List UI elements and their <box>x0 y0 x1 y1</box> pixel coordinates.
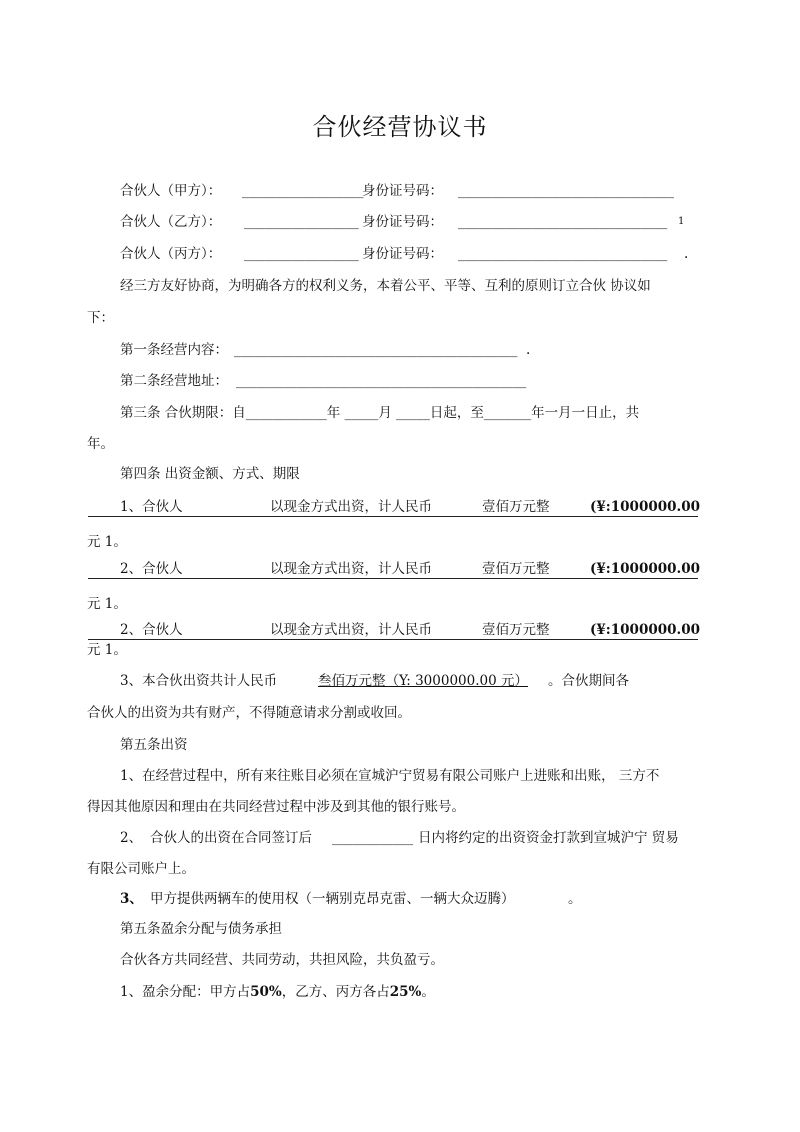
article3-line-1: 第三条 合伙期限：自____________年 _____月 _____日起，至_______年一月一日止，共 <box>120 405 640 421</box>
party-c-name-blank: _________________ <box>244 246 359 262</box>
article5-item2-text: 合伙人的出资在合同签订后 <box>150 830 312 846</box>
article1-end: . <box>526 342 531 358</box>
article1-label: 第一条经营内容： <box>120 342 228 358</box>
party-a-id-blank: ________________________________ <box>458 183 674 199</box>
contribution-1-method: 以现金方式出资，计人民币 <box>270 499 432 515</box>
profit-prefix: 1、盈余分配：甲方占 <box>120 984 251 1000</box>
article2-blank: ___________________________________________ <box>236 373 527 389</box>
contribution-2-num: 2、合伙人 <box>120 561 183 577</box>
contribution-3-amount: 壹佰万元整 <box>482 622 550 638</box>
intro-line-2: 下： <box>87 310 114 326</box>
article5-item2-line-2: 有限公司账户上。 <box>87 861 195 877</box>
document-title: 合伙经营协议书 <box>312 113 488 141</box>
profit-end: 。 <box>421 984 435 1000</box>
article2-label: 第二条经营地址： <box>120 373 228 389</box>
article4-heading: 第四条 出资金额、方式、期限 <box>120 466 300 482</box>
party-a-name-blank: __________________ <box>242 183 364 199</box>
contribution-1-figure: (¥:1000000.00 <box>590 499 701 515</box>
profit-pct-a: 50% <box>250 984 282 1000</box>
contribution-2-method: 以现金方式出资，计人民币 <box>270 561 432 577</box>
total-suffix: 。合伙期间各 <box>548 673 629 689</box>
contribution-1-underline <box>88 516 698 517</box>
contribution-3-method: 以现金方式出资，计人民币 <box>270 622 432 638</box>
contribution-1-tail: 元 1。 <box>87 534 127 550</box>
party-a-id-label: 身份证号码： <box>362 183 443 199</box>
contribution-3-figure: (¥:1000000.00 <box>590 622 701 638</box>
party-b-name-blank: _________________ <box>244 214 359 230</box>
party-b-label: 合伙人（乙方）： <box>120 214 222 230</box>
profit-heading: 第五条盈余分配与债务承担 <box>120 921 282 937</box>
contribution-1-amount: 壹佰万元整 <box>482 499 550 515</box>
article5-item2-text-b: 日内将约定的出资资金打款到宣城沪宁 贸易 <box>418 830 679 846</box>
contribution-3-num: 2、合伙人 <box>120 622 183 638</box>
profit-pct-bc: 25% <box>389 984 422 1000</box>
article5-item3-num: 3、 <box>120 891 143 907</box>
contribution-2-figure: (¥:1000000.00 <box>590 561 701 577</box>
total-prefix: 3、本合伙出资共计人民币 <box>120 673 278 689</box>
contribution-3-tail: 元 1。 <box>87 642 127 658</box>
intro-line-1: 经三方友好协商，为明确各方的权利义务，本着公平、平等、互利的原则订立合伙 协议如 <box>120 278 651 294</box>
profit-line-2 <box>120 984 435 1000</box>
party-c-id-label: 身份证号码： <box>362 246 443 262</box>
contribution-2-underline <box>88 578 698 579</box>
contribution-3-underline <box>88 639 698 640</box>
profit-mid: ，乙方、丙方各占 <box>281 984 390 1000</box>
party-a-label: 合伙人（甲方）： <box>120 183 222 199</box>
article5-item2-num: 2、 <box>120 830 143 846</box>
contribution-2-amount: 壹佰万元整 <box>482 561 550 577</box>
profit-line-1: 合伙各方共同经营、共同劳动，共担风险，共负盈亏。 <box>120 952 444 968</box>
party-c-id-blank: _______________________________ <box>458 246 668 262</box>
contribution-1-num: 1、合伙人 <box>120 499 183 515</box>
article5-heading: 第五条出资 <box>120 737 188 753</box>
party-c-label: 合伙人（丙方）： <box>120 246 222 262</box>
article5-item2-blank: ____________ <box>332 830 413 846</box>
party-b-id-blank: _______________________________ <box>458 214 668 230</box>
total-amount: 叁佰万元整（Y: 3000000.00 元） <box>318 673 528 689</box>
article5-item3-text: 甲方提供两辆车的使用权（一辆别克昂克雷、一辆大众迈腾） <box>150 891 515 907</box>
article5-item3-end: 。 <box>568 891 582 907</box>
article3-line-2: 年。 <box>87 436 114 452</box>
article5-item1-line-1: 1、在经营过程中，所有来往账目必须在宣城沪宁贸易有限公司账户上进账和出账， 三方不 <box>120 768 660 784</box>
party-b-end-mark: 1 <box>678 216 685 227</box>
party-b-id-label: 身份证号码： <box>362 214 443 230</box>
contribution-2-tail: 元 1。 <box>87 596 127 612</box>
article1-blank: __________________________________________ <box>234 342 518 358</box>
party-c-end-mark: . <box>684 246 689 262</box>
total-line-2: 合伙人的出资为共有财产，不得随意请求分割或收回。 <box>87 705 411 721</box>
article5-item1-line-2: 得因其他原因和理由在共同经营过程中涉及到其他的银行账号。 <box>87 799 465 815</box>
